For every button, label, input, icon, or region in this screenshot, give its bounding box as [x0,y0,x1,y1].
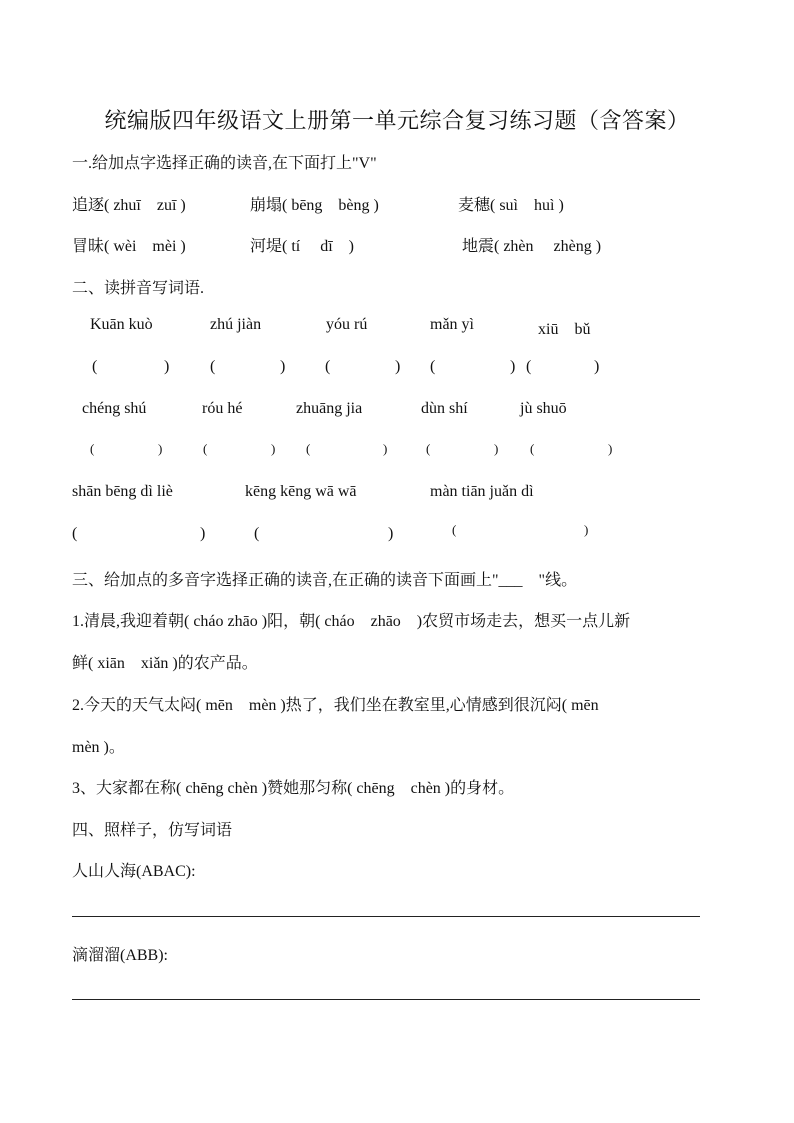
pinyin-word: jù shuō [520,400,567,417]
pinyin-word: shān bēng dì liè [72,483,173,500]
pinyin-choice-item: 冒昧( wèi mèi ) [72,238,186,255]
answer-paren-open: ( [306,441,311,456]
answer-paren-open: ( [92,358,98,375]
answer-paren-open: ( [426,441,431,456]
pinyin-word: Kuān kuò [90,316,153,333]
question-text: 2.今天的天气太闷( mēn mèn )热了，我们坐在教室里,心情感到很沉闷( mēn [72,697,599,714]
example-label: 人山人海(ABAC): [72,863,196,880]
answer-paren-close: ) [158,441,163,456]
pinyin-choice-item: 崩塌( bēng bèng ) [250,197,379,214]
answer-paren-close: ) [594,358,600,375]
pinyin-word: màn tiān juǎn dì [430,483,534,500]
answer-paren-close: ) [200,525,206,542]
pinyin-choice-item: 追逐( zhuī zuī ) [72,197,186,214]
answer-paren-close: ) [280,358,286,375]
pinyin-choice-item: 地震( zhèn zhèng ) [462,238,602,255]
pinyin-word: zhuāng jia [296,400,363,417]
example-label: 滴溜溜(ABB): [72,947,169,964]
pinyin-word: chéng shú [82,400,147,417]
answer-paren-open: ( [530,441,535,456]
pinyin-word: dùn shí [421,400,468,417]
answer-paren-close: ) [494,441,499,456]
answer-paren-close: ) [608,441,613,456]
pinyin-choice-item: 麦穗( suì huì ) [458,197,564,214]
answer-paren-open: ( [90,441,95,456]
answer-paren-close: ) [584,522,589,537]
answer-paren-open: ( [203,441,208,456]
question-text: 3、大家都在称( chēng chèn )赞她那匀称( chēng chèn )的身材。 [72,780,515,797]
section-3-heading: 三、给加点的多音字选择正确的读音,在正确的读音下面画上"___ "线。 [72,572,578,589]
answer-paren-open: ( [430,358,436,375]
answer-paren-close: ) [395,358,401,375]
question-text: 1.清晨,我迎着朝( cháo zhāo )阳，朝( cháo zhāo )农贸市场走去，想买一点儿新 [72,613,631,630]
pinyin-choice-item: 河堤( tí dī ) [250,238,354,255]
question-text: mèn )。 [72,739,125,756]
answer-paren-close: ) [271,441,276,456]
page-title: 统编版四年级语文上册第一单元综合复习练习题（含答案） [104,108,690,133]
answer-paren-close: ) [383,441,388,456]
answer-paren-close: ) [388,525,394,542]
question-text: 鲜( xiān xiǎn )的农产品。 [72,655,258,672]
answer-paren-open: ( [254,525,260,542]
section-4-heading: 四、照样子，仿写词语 [72,822,233,839]
pinyin-word: zhú jiàn [210,316,262,333]
section-2-heading: 二、读拼音写词语. [72,280,205,297]
pinyin-word: xiū bǔ [538,321,591,338]
answer-paren-open: ( [452,522,457,537]
answer-line[interactable] [72,916,700,917]
answer-paren-close: ) [164,358,170,375]
answer-paren-open: ( [72,525,78,542]
section-1-heading: 一.给加点字选择正确的读音,在下面打上"V" [72,155,377,172]
answer-paren-open: ( [325,358,331,375]
pinyin-word: mǎn yì [430,316,474,333]
answer-paren-open: ( [526,358,532,375]
answer-paren-close: ) [510,358,516,375]
answer-paren-open: ( [210,358,216,375]
pinyin-word: róu hé [202,400,243,417]
pinyin-word: yóu rú [326,316,368,333]
answer-line[interactable] [72,999,700,1000]
pinyin-word: kēng kēng wā wā [245,483,357,500]
